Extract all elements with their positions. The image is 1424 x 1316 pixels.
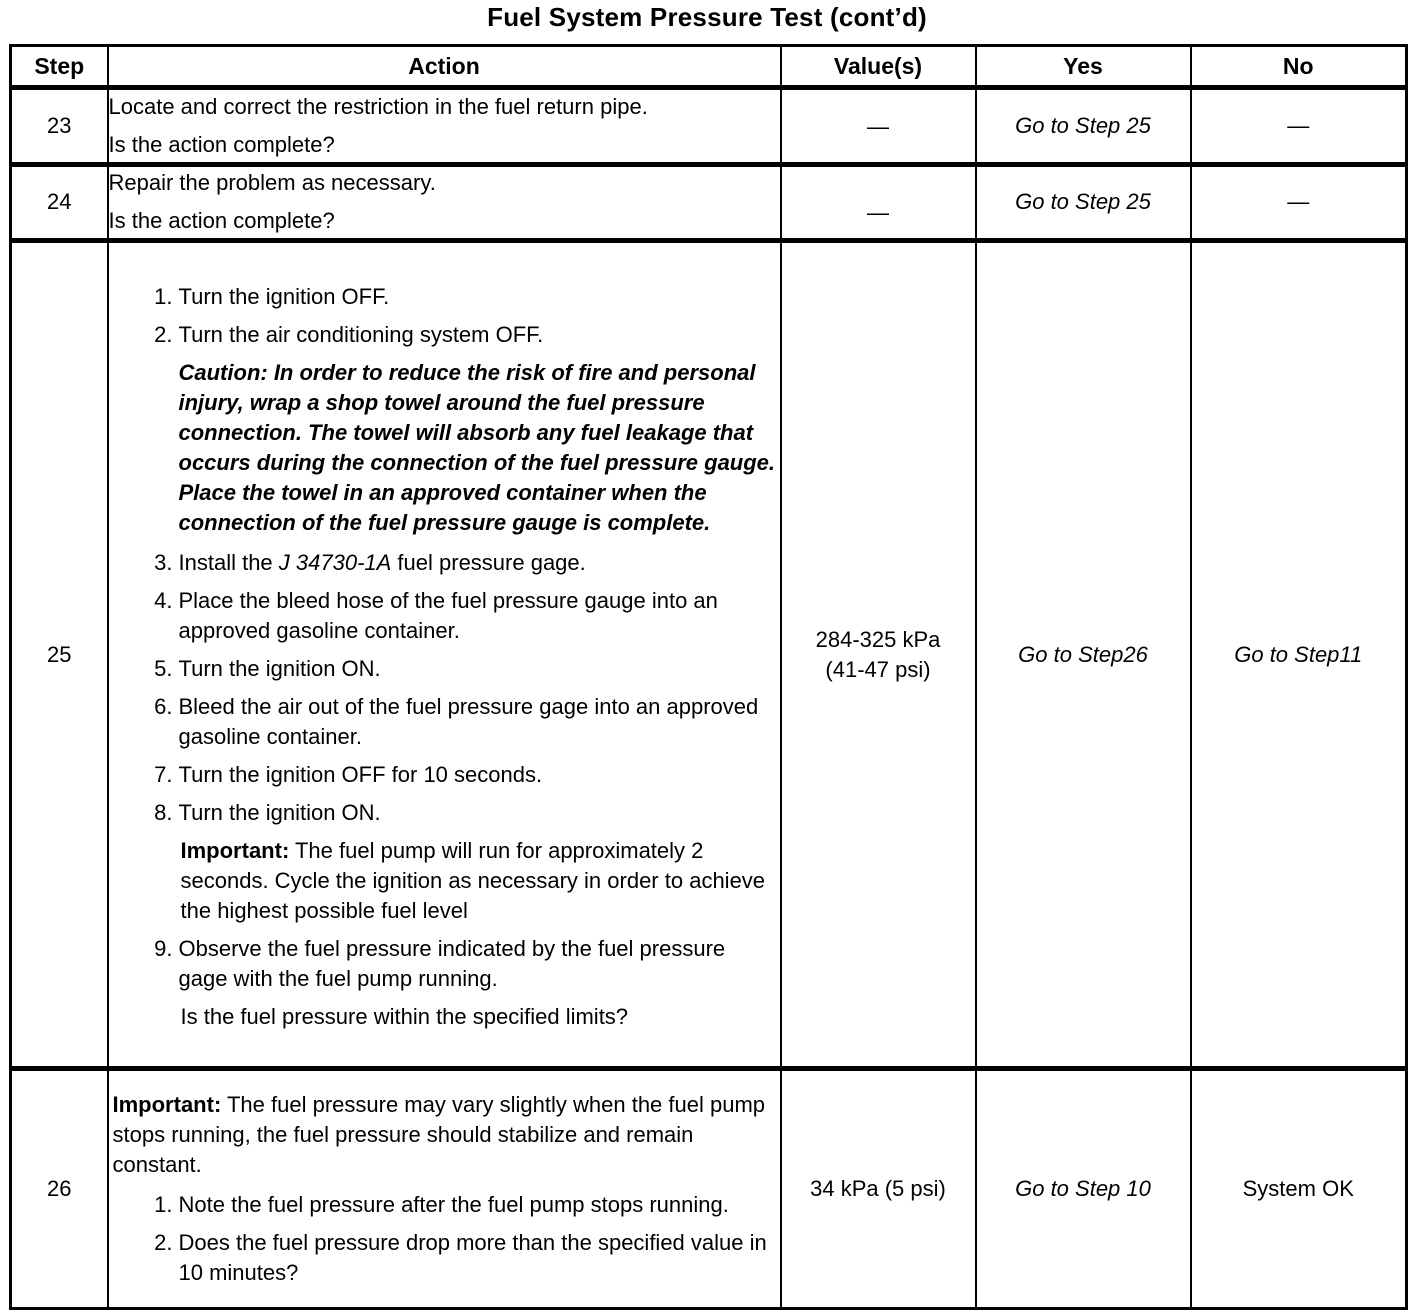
list-item: 1. Note the fuel pressure after the fuel pump stops running. (154, 1192, 729, 1218)
list-item: 1. Turn the ignition OFF. (154, 283, 390, 309)
table-row-step-23 (11, 88, 1407, 165)
list-item: 4. Place the bleed hose of the fuel pressure gauge into an approved gasoline container. (154, 587, 718, 643)
no-cell (1191, 241, 1407, 1069)
yes-cell (976, 1069, 1191, 1309)
action-cell (108, 88, 781, 165)
no-dash: — (1287, 189, 1310, 215)
step-number: 26 (11, 1069, 108, 1309)
list-item: 2. Does the fuel pressure drop more than the specified value in 10 minutes? (154, 1230, 767, 1286)
tool-number: J 34730-1A (278, 549, 392, 575)
list-item: 6. Bleed the air out of the fuel pressure gage into an approved gasoline container. (154, 693, 759, 749)
header-no: No (1191, 46, 1407, 88)
action-question: Is the action complete? (108, 131, 335, 157)
list-item: 9. Observe the fuel pressure indicated by the fuel pressure gage with the fuel pump running. (154, 935, 726, 991)
yes-goto: Go to Step 10 (1015, 1176, 1151, 1202)
caution-note: Caution: In order to reduce the risk of fire and personal injury, wrap a shop towel around the fuel pressure connection. The towel will absorb any fuel leakage that occurs during the connection of the fuel pressure gauge. Place the towel in an approved container when the connection of the fuel pressure gauge is complete. (178, 359, 776, 535)
no-cell (1191, 1069, 1407, 1309)
action-question: Is the action complete? (108, 208, 335, 234)
header-action: Action (108, 46, 781, 88)
value-cell: 34 kPa (5 psi) (781, 1069, 976, 1309)
value-cell (781, 241, 976, 1069)
no-goto: Go to Step11 (1234, 641, 1363, 667)
value-cell: — (781, 88, 976, 165)
yes-goto: Go to Step26 (1018, 641, 1148, 667)
list-item: 7. Turn the ignition OFF for 10 seconds. (154, 761, 543, 787)
value-psi: (41-47 psi) (825, 656, 931, 682)
yes-cell (976, 241, 1191, 1069)
page-title: Fuel System Pressure Test (cont’d) (487, 2, 927, 32)
no-cell (1191, 164, 1407, 241)
list-item: 3. Install the J 34730-1A fuel pressure gage. (154, 549, 586, 575)
yes-goto: Go to Step 25 (1015, 189, 1151, 215)
header-values: Value(s) (781, 46, 976, 88)
yes-cell (976, 88, 1191, 165)
list-item: 2. Turn the air conditioning system OFF. (154, 321, 544, 347)
value-cell: — (781, 164, 976, 241)
table-row-step-24 (11, 164, 1407, 241)
step-number: 24 (11, 164, 108, 241)
important-note: Important: The fuel pressure may vary slightly when the fuel pump stops running, the fuel pressure should stabilize and remain constant. (112, 1092, 766, 1178)
action-question: Is the fuel pressure within the specified limits? (180, 1003, 629, 1029)
value-kpa: 284-325 kPa (815, 626, 941, 652)
table-row-step-26 (11, 1069, 1407, 1309)
list-item: 5. Turn the ignition ON. (154, 655, 381, 681)
step-number: 25 (11, 241, 108, 1069)
action-cell (108, 241, 781, 1069)
table-row-step-25 (11, 241, 1407, 1069)
yes-cell (976, 164, 1191, 241)
action-cell (108, 164, 781, 241)
important-note: Important: The fuel pump will run for approximately 2 seconds. Cycle the ignition as necessary in order to achieve the highest possible fuel level (180, 837, 766, 923)
yes-goto: Go to Step 25 (1015, 112, 1151, 138)
header-row (11, 46, 1407, 88)
action-line: Repair the problem as necessary. (108, 170, 436, 196)
no-cell (1191, 88, 1407, 165)
procedure-table (9, 44, 1408, 1310)
header-yes: Yes (976, 46, 1191, 88)
action-cell (108, 1069, 781, 1309)
list-item: 8. Turn the ignition ON. (154, 799, 381, 825)
step-number: 23 (11, 88, 108, 165)
no-result: System OK (1242, 1176, 1354, 1202)
no-dash: — (1287, 112, 1310, 138)
header-step: Step (11, 46, 108, 88)
action-line: Locate and correct the restriction in the fuel return pipe. (108, 93, 648, 119)
